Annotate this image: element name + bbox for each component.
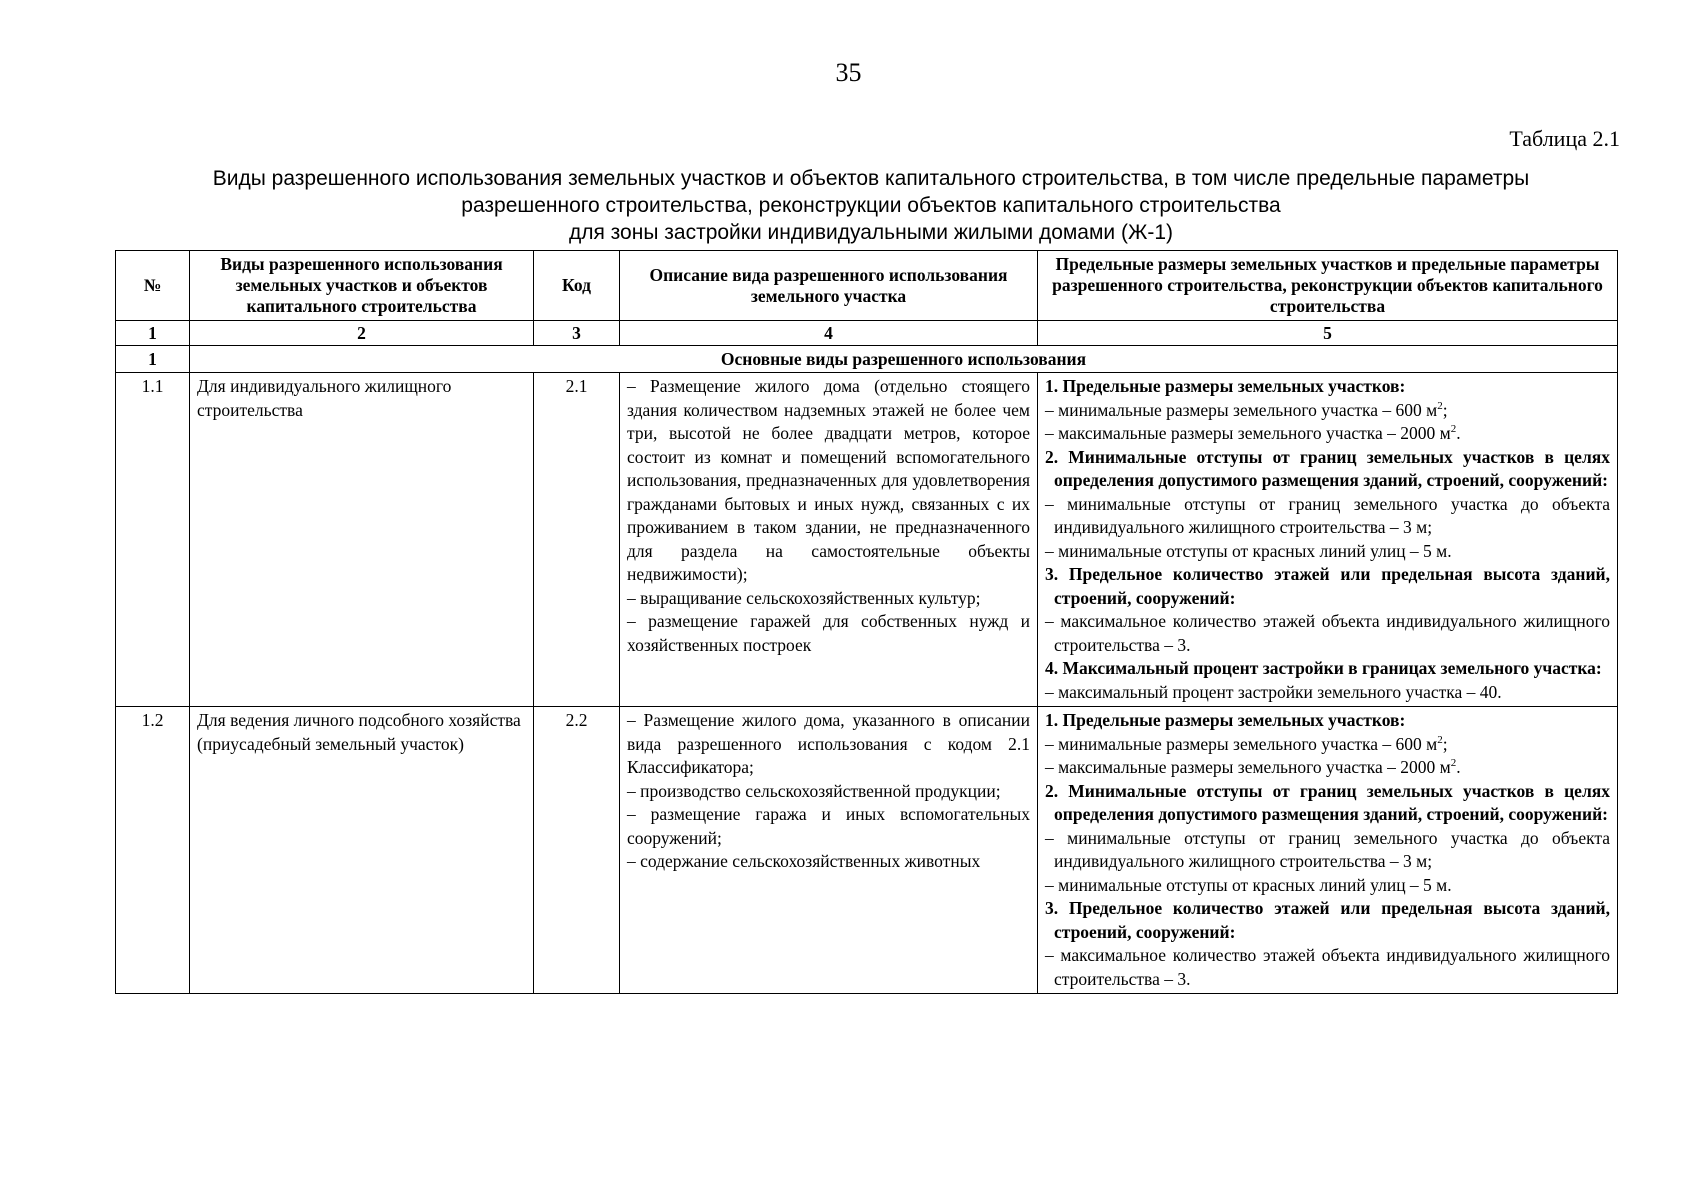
limits-heading: 3. Предельное количество этажей или предельная высота зданий, строений, сооружений: [1045, 898, 1610, 942]
limits-item-end: ; [1442, 733, 1448, 754]
limits-item-text: – минимальные размеры земельного участка – 600 м [1045, 733, 1438, 754]
limits-item-end: . [1456, 757, 1461, 777]
title-line-2: разрешенного строительства, реконструкции объектов капитального строительства [461, 194, 1281, 217]
section-title: Основные виды разрешенного использования [190, 346, 1618, 373]
column-number: 1 [116, 321, 190, 346]
row-description [620, 707, 1038, 994]
description-item: – выращивание сельскохозяйственных культур; [627, 587, 981, 608]
header-code: Код [534, 251, 620, 321]
description-item: – Размещение жилого дома (отдельно стоящего здания количеством надземных этажей не более чем три, высотой не более двадцати метров, которое состоит из комнат и помещений вспомогательного использования, предназначенных для удовлетворения гражданами бытовых и иных нужд, связанных с их проживанием в таком здании, не предназначенного для раздела на самостоятельные объекты недвижимости); [627, 376, 1030, 584]
limits-item-end: ; [1442, 399, 1448, 420]
row-num: 1.1 [116, 373, 190, 707]
column-number-row [116, 321, 1618, 346]
header-limits: Предельные размеры земельных участков и предельные параметры разрешенного строительства, реконструкции объектов капитального строительства [1038, 251, 1618, 321]
limits-item: – максимальный процент застройки земельного участка – 40. [1045, 681, 1502, 702]
row-kind: Для ведения личного подсобного хозяйства (приусадебный земельный участок) [190, 707, 534, 994]
header-row [116, 251, 1618, 321]
header-num: № [116, 251, 190, 321]
title-line-1: Виды разрешенного использования земельных участков и объектов капитального строительства, в том числе предельные параметры [212, 167, 1530, 190]
limits-heading: 3. Предельное количество этажей или предельная высота зданий, строений, сооружений: [1045, 564, 1610, 608]
page-number: 35 [835, 58, 862, 87]
unit-superscript: 2 [1450, 757, 1457, 770]
unit-superscript: 2 [1437, 399, 1443, 412]
limits-item-text: – минимальные размеры земельного участка – 600 м [1045, 399, 1438, 420]
limits-item: – минимальные отступы от границ земельного участка до объекта индивидуального жилищного строительства – 3 м; [1045, 493, 1610, 537]
row-kind: Для индивидуального жилищного строительства [190, 373, 534, 707]
limits-heading: 1. Предельные размеры земельных участков: [1045, 710, 1406, 730]
header-kind: Виды разрешенного использования земельных участков и объектов капитального строительства [190, 251, 534, 321]
description-item: – содержание сельскохозяйственных животных [627, 851, 981, 871]
row-code: 2.2 [534, 707, 620, 994]
table-title [120, 165, 1622, 246]
limits-heading: 1. Предельные размеры земельных участков: [1045, 376, 1406, 396]
limits-heading: 4. Максимальный процент застройки в границах земельного участка: [1045, 658, 1602, 678]
unit-superscript: 2 [1437, 733, 1443, 746]
row-limits [1038, 373, 1618, 707]
section-row [116, 346, 1618, 373]
column-number: 2 [190, 321, 534, 346]
land-use-table [115, 250, 1618, 994]
header-description: Описание вида разрешенного использования земельного участка [620, 251, 1038, 321]
limits-item: – минимальные отступы от красных линий улиц – 5 м. [1045, 540, 1452, 561]
unit-superscript: 2 [1450, 423, 1457, 436]
table-label: Таблица 2.1 [1509, 126, 1620, 151]
limits-item-text: – максимальные размеры земельного участка – 2000 м [1045, 423, 1451, 443]
row-limits [1038, 707, 1618, 994]
section-num: 1 [116, 346, 190, 373]
title-line-3: для зоны застройки индивидуальными жилыми домами (Ж-1) [568, 221, 1174, 244]
limits-item: – максимальное количество этажей объекта индивидуального жилищного строительства – 3. [1045, 945, 1610, 989]
limits-item [1045, 399, 1610, 423]
description-item: – Размещение жилого дома, указанного в описании вида разрешенного использования с кодом 2.1 Классификатора; [627, 710, 1030, 777]
limits-heading: 2. Минимальные отступы от границ земельных участков в целях определения допустимого размещения зданий, строений, сооружений: [1045, 446, 1610, 490]
limits-item: – максимальное количество этажей объекта индивидуального жилищного строительства – 3. [1045, 611, 1610, 655]
row-code: 2.1 [534, 373, 620, 707]
table-row [116, 373, 1618, 707]
row-description [620, 373, 1038, 707]
description-item: – размещение гаражей для собственных нужд и хозяйственных построек [627, 611, 1030, 655]
column-number: 4 [620, 321, 1038, 346]
limits-item [1045, 422, 1610, 446]
limits-item [1045, 733, 1610, 757]
limits-item-end: . [1456, 423, 1461, 443]
limits-item: – минимальные отступы от границ земельного участка до объекта индивидуального жилищного строительства – 3 м; [1045, 827, 1610, 871]
column-number: 5 [1038, 321, 1618, 346]
limits-heading: 2. Минимальные отступы от границ земельных участков в целях определения допустимого размещения зданий, строений, сооружений: [1045, 780, 1610, 824]
description-item: – размещение гаража и иных вспомогательных сооружений; [627, 804, 1030, 848]
limits-item [1045, 756, 1610, 780]
description-item: – производство сельскохозяйственной продукции; [627, 780, 1001, 801]
limits-item: – минимальные отступы от красных линий улиц – 5 м. [1045, 874, 1452, 895]
column-number: 3 [534, 321, 620, 346]
table-row [116, 707, 1618, 994]
limits-item-text: – максимальные размеры земельного участка – 2000 м [1045, 757, 1451, 777]
row-num: 1.2 [116, 707, 190, 994]
